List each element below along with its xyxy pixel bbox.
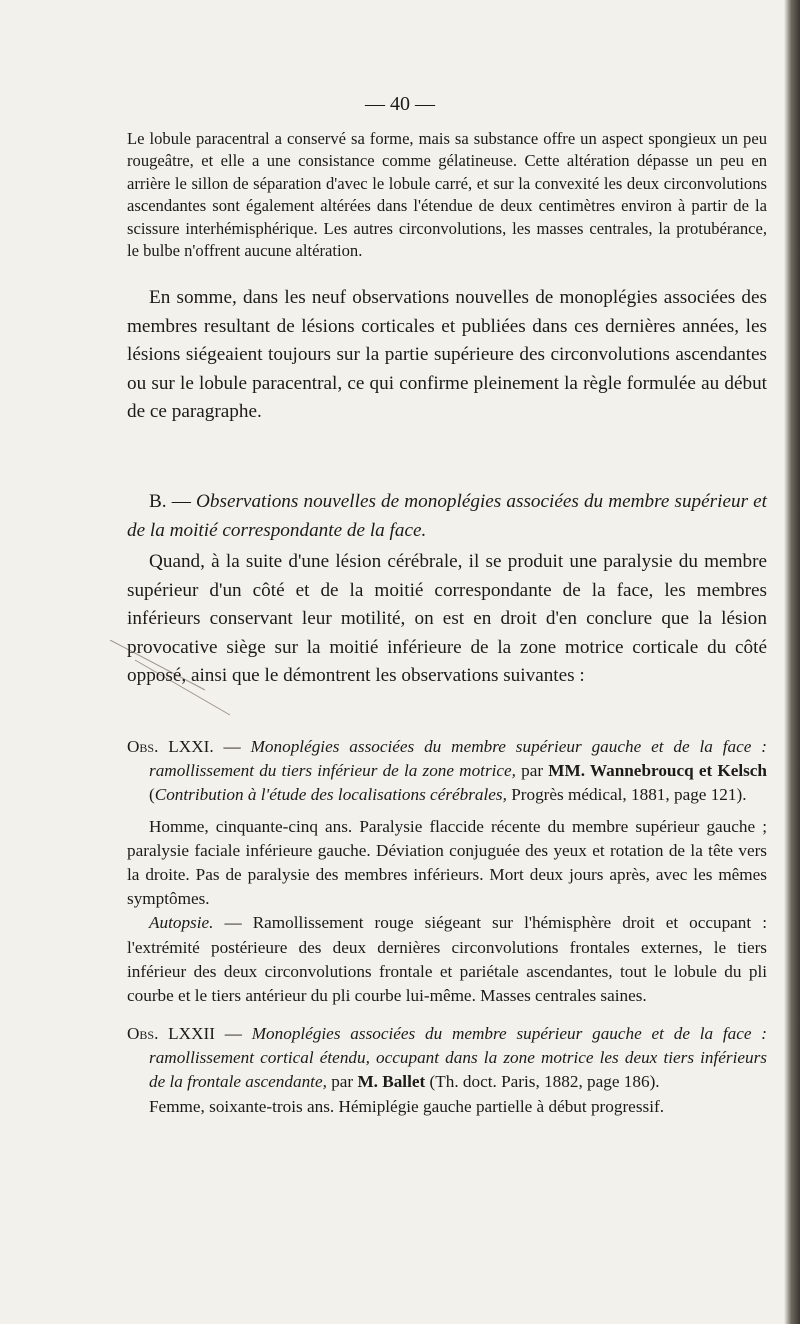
observation-case: Femme, soixante-trois ans. Hémiplégie gauche partielle à début progressif.	[149, 1096, 664, 1116]
observation-reference: (Th. doct. Paris, 1882, page 186).	[425, 1072, 660, 1092]
observation-autopsy: Autopsie. — Ramollissement rouge siégeant sur l'hémisphère droit et occupant : l'extrémité postérieure des deux dernières circonvolutions frontales externes, le tiers inférieur des deux circonvolutions frontale et pariétale ascendantes, tout le lobule du pli courbe et le tiers antérieur du pli courbe lui-même. Masses centrales saines.	[127, 913, 767, 1006]
observation-case: Homme, cinquante-cinq ans. Paralysie flaccide récente du membre supérieur gauche ; paralysie faciale inférieure gauche. Déviation conjuguée des yeux et rotation de la tête vers la droite. Pas de paralysie des membres inférieurs. Mort deux jours après, avec les mêmes symptômes.	[127, 816, 767, 909]
observation-71	[127, 735, 767, 1008]
section-title: Observations nouvelles de monoplégies associées du membre supérieur et de la moitié correspondante de la face.	[127, 491, 767, 541]
observation-work: Contribution à l'étude des localisations cérébrales,	[154, 785, 507, 805]
observation-authors: M. Ballet	[357, 1072, 426, 1092]
book-binding-edge	[784, 0, 800, 1324]
observation-title: Monoplégies associées du membre supérieur gauche et de la face : ramollissement du tiers inférieur de la zone motrice,	[149, 737, 768, 781]
paragraph-text: Quand, à la suite d'une lésion cérébrale, il se produit une paralysie du membre supérieur d'un côté et de la moitié correspondante de la face, les membres inférieurs conservant leur motilité, on est en droit d'en conclure que la lésion provocative siège sur la moitié inférieure de la zone motrice corticale du côté opposé, ainsi que le démontrent les observations suivantes :	[127, 551, 767, 686]
observation-title: Monoplégies associées du membre supérieur gauche et de la face : ramollissement cortical étendu, occupant dans la zone motrice les deux tiers inférieurs de la frontale ascendante,	[149, 1024, 768, 1092]
observation-72	[127, 1022, 767, 1119]
observation-label: Obs. LXXI.	[127, 737, 214, 756]
paragraph-text: En somme, dans les neuf observations nouvelles de monoplégies associées des membres resultant de lésions corticales et publiées dans ces dernières années, les lésions siégeaient toujours sur la partie supérieure des circonvolutions ascendantes ou sur le lobule paracentral, ce qui confirme pleinement la règle formulée au début de ce paragraphe.	[127, 287, 767, 422]
autopsy-label: Autopsie.	[149, 913, 214, 933]
page-number: — 40 —	[365, 93, 435, 115]
observation-heading: Obs. LXXI. — Monoplégies associées du membre supérieur gauche et de la face : ramollissement du tiers inférieur de la zone motrice, par MM. Wannebroucq et Kelsch (Contribution à l'étude des localisations cérébrales, Progrès médical, 1881, page 121).	[127, 737, 768, 805]
observation-heading: Obs. LXXII — Monoplégies associées du membre supérieur gauche et de la face : ramollissement cortical étendu, occupant dans la zone motrice les deux tiers inférieurs de la frontale ascendante, par M. Ballet (Th. doct. Paris, 1882, page 186).	[127, 1024, 768, 1092]
observation-label: Obs. LXXII	[127, 1024, 215, 1043]
paragraph-summary	[127, 284, 767, 427]
paragraph-intro	[127, 548, 767, 691]
observation-reference: Progrès médical, 1881, page 121).	[506, 785, 747, 805]
section-letter: B. —	[149, 491, 197, 512]
paragraph-text: Le lobule paracentral a conservé sa forme, mais sa substance offre un aspect spongieux un peu rougeâtre, et elle a une consistance comme gélatineuse. Cette altération dépasse un peu en arrière le sillon de séparation d'avec le lobule carré, et sur la convexité les deux circonvolutions ascendantes sont également altérées dans l'étendue de deux centimètres environ à partir de la scissure interhémisphérique. Les autres circonvolutions, les masses centrales, la protubérance, le bulbe n'offrent aucune altération.	[127, 129, 767, 261]
observation-authors: MM. Wannebroucq et Kelsch	[548, 761, 767, 781]
paragraph-continuation	[127, 128, 767, 262]
section-heading	[127, 488, 767, 545]
